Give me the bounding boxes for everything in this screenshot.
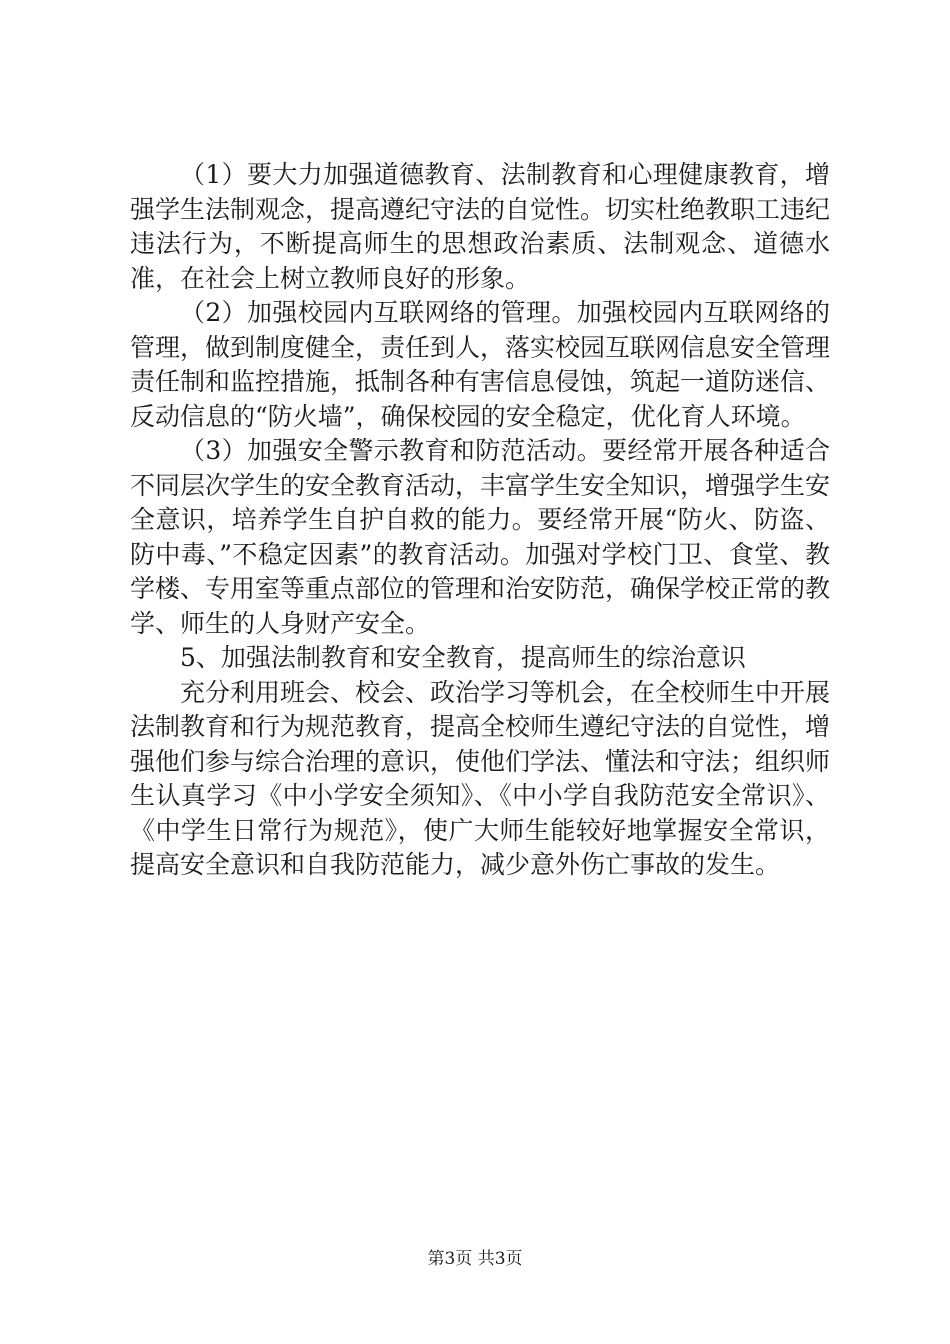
paragraph-1: （1）要大力加强道德教育、法制教育和心理健康教育，增强学生法制观念，提高遵纪守法的自觉性。切实杜绝教职工违纪违法行为，不断提高师生的思想政治素质、法制观念、道德水准，在社会上树立教师良好的形象。 [130, 160, 831, 293]
section-heading-5: 5、加强法制教育和安全教育，提高师生的综治意识 [180, 643, 746, 672]
page-footer: 第3页 共3页 [427, 1249, 523, 1269]
paragraph-2: （2）加强校园内互联网络的管理。加强校园内互联网络的管理，做到制度健全，责任到人，落实校园互联网信息安全管理责任制和监控措施，抵制各种有害信息侵蚀，筑起一道防迷信、反动信息的“防火墙”，确保校园的安全稳定，优化育人环境。 [130, 298, 831, 431]
paragraph-3: （3）加强安全警示教育和防范活动。要经常开展各种适合不同层次学生的安全教育活动，丰富学生安全知识，增强学生安全意识，培养学生自护自救的能力。要经常开展“防火、防盗、防中毒、”不稳定因素”的教育活动。加强对学校门卫、食堂、教学楼、专用室等重点部位的管理和治安防范，确保学校正常的教学、师生的人身财产安全。 [130, 436, 831, 638]
paragraph-5: 充分利用班会、校会、政治学习等机会，在全校师生中开展法制教育和行为规范教育，提高全校师生遵纪守法的自觉性，增强他们参与综合治理的意识，使他们学法、懂法和守法；组织师生认真学习《中小学安全须知》、《中小学自我防范安全常识》、《中学生日常行为规范》，使广大师生能较好地掌握安全常识，提高安全意识和自我防范能力，减少意外伤亡事故的发生。 [130, 677, 831, 879]
document-body [130, 158, 830, 883]
